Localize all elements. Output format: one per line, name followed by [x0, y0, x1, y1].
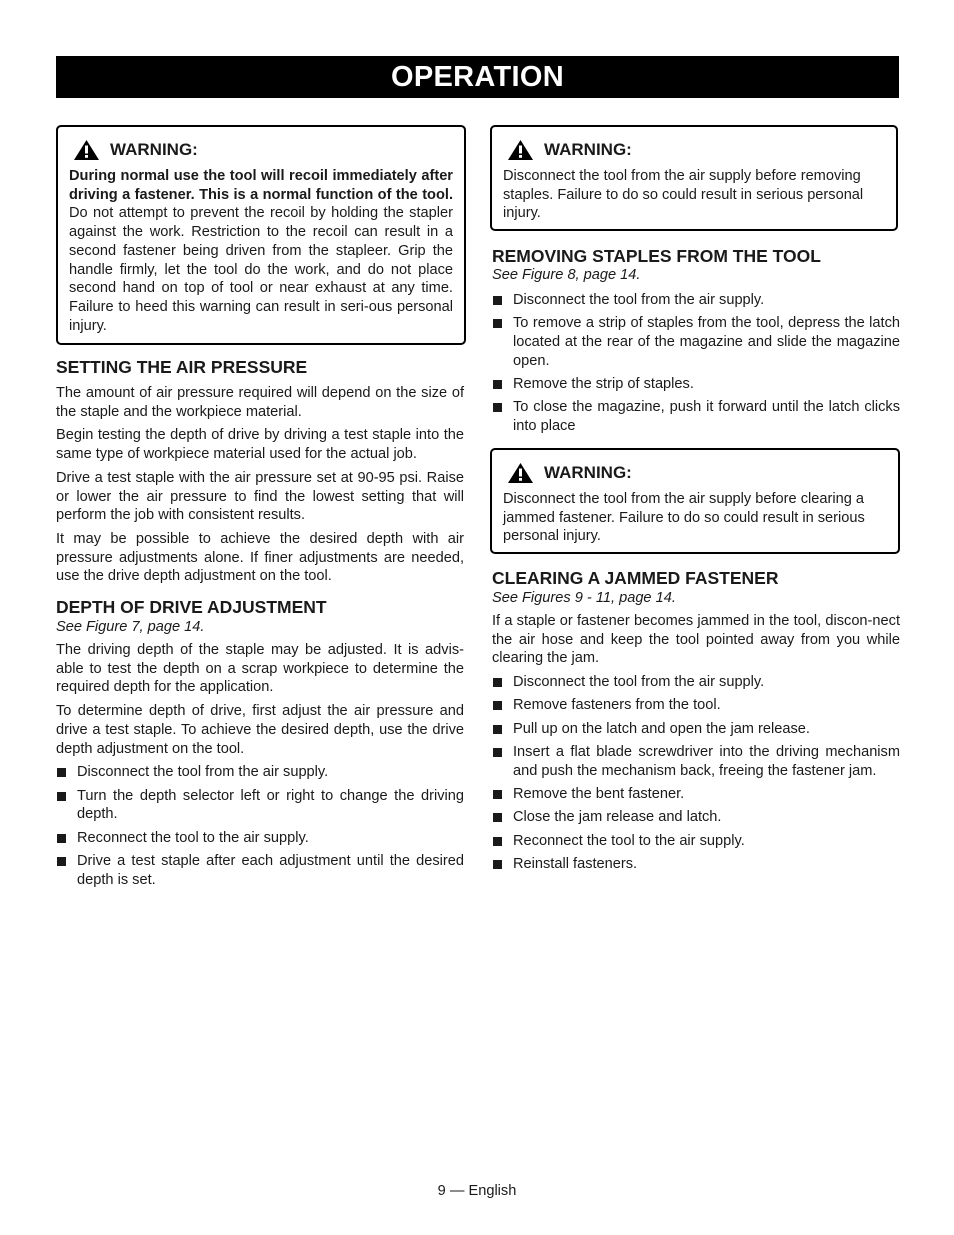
warning-text: Disconnect the tool from the air supply before removing staples. Failure to do so could result in serious personal injury.: [503, 168, 864, 222]
warning-header: [73, 139, 453, 161]
list-item: Turn the depth selector left or right to change the driving depth.: [56, 787, 464, 824]
paragraph: If a staple or fastener becomes jammed in the tool, discon-nect the air hose and keep the tool pointed away from you while clearing the jam.: [492, 613, 900, 667]
removing-warning-box: [490, 125, 898, 231]
warning-triangle-icon: [507, 139, 534, 161]
figure-reference: See Figure 7, page 14.: [56, 619, 205, 635]
page-title: OPERATION: [391, 60, 564, 93]
warning-header: [507, 139, 885, 161]
list-item: Remove fasteners from the tool.: [492, 696, 900, 715]
page-title-banner: [56, 56, 899, 98]
paragraph: It may be possible to achieve the desired depth with air pressure adjustments alone. If finer adjustments are needed, use the drive depth adjustment on the tool.: [56, 530, 464, 585]
list-item: Reconnect the tool to the air supply.: [492, 832, 900, 851]
list-item: Insert a flat blade screwdriver into the driving mechanism and push the mechanism back, freeing the fastener jam.: [492, 743, 900, 780]
removing-bullet-list: [492, 291, 900, 436]
list-item: Disconnect the tool from the air supply.: [56, 763, 464, 782]
warning-triangle-icon: [73, 139, 100, 161]
jam-warning-box: [490, 448, 900, 554]
recoil-warning-box: [56, 125, 466, 345]
section-heading-removing: REMOVING STAPLES FROM THE TOOL: [492, 246, 821, 266]
clearing-body: [492, 612, 900, 878]
paragraph: The driving depth of the staple may be adjusted. It is advis-able to test the depth on a scrap workpiece to determine the required depth for the application.: [56, 642, 464, 696]
warning-title: WARNING:: [110, 140, 198, 159]
list-item: To close the magazine, push it forward until the latch clicks into place: [492, 398, 900, 435]
figure-reference: See Figure 8, page 14.: [492, 267, 641, 283]
paragraph: The amount of air pressure required will depend on the size of the staple and the workpiece material.: [56, 385, 464, 420]
paragraph: Begin testing the depth of drive by driving a test staple into the same type of workpiece material used for the actual job.: [56, 427, 464, 463]
warning-body-text: Do not attempt to prevent the recoil by holding the stapler against the work. Restriction to the recoil can result in a second fastener being driven from the stapleer. Grip the handle firmly, let the tool do the work, and do not place second hand on top of tool or near exhaust at any time. Failure to heed this warning can result in seri-ous personal injury.: [69, 205, 453, 334]
list-item: Remove the bent fastener.: [492, 785, 900, 804]
clearing-bullet-list: [492, 673, 900, 873]
list-item: Disconnect the tool from the air supply.: [492, 673, 900, 692]
list-item: Drive a test staple after each adjustment until the desired depth is set.: [56, 852, 464, 889]
warning-title: WARNING:: [544, 463, 632, 482]
warning-text: Disconnect the tool from the air supply before clearing a jammed fastener. Failure to do so could result in serious personal injury.: [503, 491, 865, 545]
list-item: Disconnect the tool from the air supply.: [492, 291, 900, 310]
warning-triangle-icon: [507, 462, 534, 484]
paragraph: Drive a test staple with the air pressure set at 90-95 psi. Raise or lower the air pressure to find the lowest setting that will perform the job with consistent results.: [56, 469, 464, 524]
depth-bullet-list: [56, 763, 464, 889]
paragraph: To determine depth of drive, first adjust the air pressure and drive a test staple. To achieve the desired depth, use the drive depth adjustment on the tool.: [56, 703, 464, 757]
air-pressure-body: [56, 384, 464, 591]
warning-bold-text: During normal use the tool will recoil immediately after driving a fastener. This is a normal function of the tool.: [69, 168, 453, 203]
list-item: To remove a strip of staples from the tool, depress the latch located at the rear of the magazine and slide the magazine open.: [492, 314, 900, 370]
removing-body: [492, 291, 900, 440]
list-item: Close the jam release and latch.: [492, 808, 900, 827]
list-item: Reinstall fasteners.: [492, 855, 900, 874]
list-item: Reconnect the tool to the air supply.: [56, 829, 464, 848]
page-footer: 9 — English: [437, 1183, 517, 1199]
figure-reference: See Figures 9 - 11, page 14.: [492, 590, 676, 606]
list-item: Remove the strip of staples.: [492, 375, 900, 394]
section-heading-air-pressure: SETTING THE AIR PRESSURE: [56, 357, 308, 377]
warning-title: WARNING:: [544, 140, 632, 159]
list-item: Pull up on the latch and open the jam release.: [492, 720, 900, 739]
section-heading-clearing: CLEARING A JAMMED FASTENER: [492, 568, 779, 588]
depth-body: [56, 641, 464, 894]
warning-text: [69, 167, 453, 335]
warning-header: [507, 462, 887, 484]
section-heading-depth: DEPTH OF DRIVE ADJUSTMENT: [56, 597, 327, 617]
